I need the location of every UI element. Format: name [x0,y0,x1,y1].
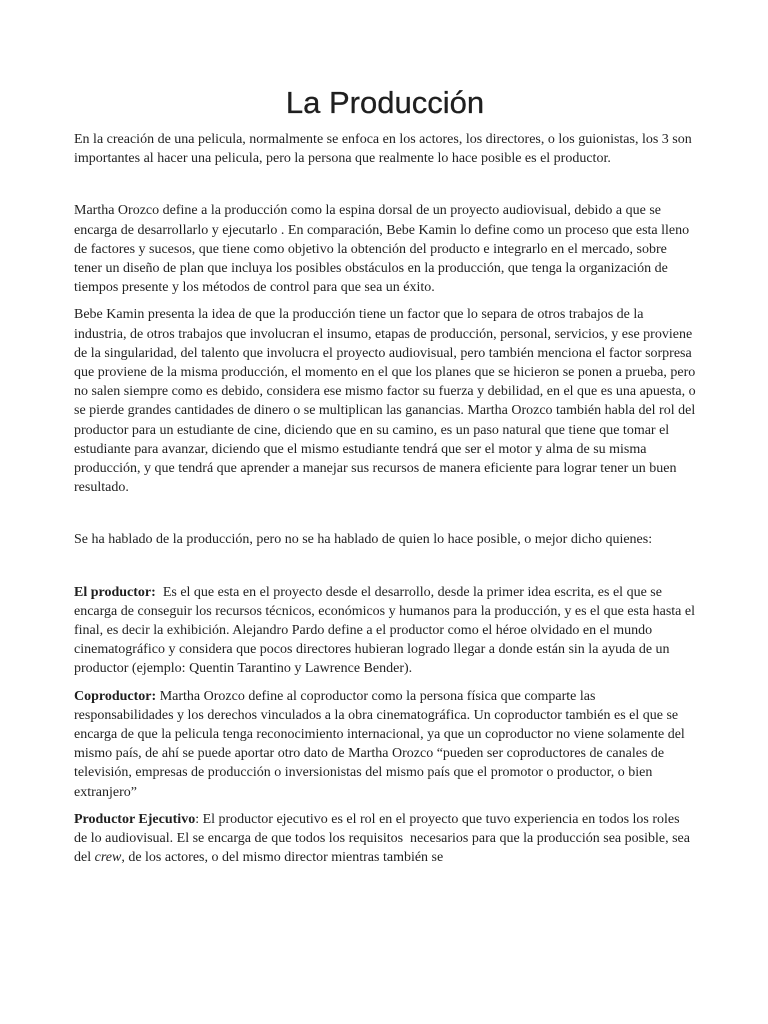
term-productor-ejecutivo: Productor Ejecutivo [74,811,196,827]
text-productor-ejecutivo-b: , de los actores, o del mismo director mientras también se [121,850,444,866]
paragraph-kamin-factor: Bebe Kamin presenta la idea de que la producción tiene un factor que lo separa de otros trabajos de la industria, de otros trabajos que involucran el insumo, etapas de producción, personal, servicios, y ese proviene de la singularidad, del talento que involucra el proyecto audiovisual, pero también menciona el factor sorpresa que proviene de la misma producción, el momento en el que los planes que se hicieron se ponen a prueba, pero no salen siempre como es debido, considera ese mismo factor su fuerza y debilidad, en el que es una apuesta, o se pierde grandes cantidades de dinero o se multiplican las ganancias. Martha Orozco también habla del rol del productor para un estudiante de cine, diciendo que en su camino, es un paso natural que tiene que tomar el estudiante para avanzar, diciendo que el mismo estudiante tendrá que ser el motor y alma de su misma producción, y que tendrá que aprender a manejar sus recursos de manera eficiente para lograr tener un buen resultado. [74,307,696,496]
paragraph-coproductor [74,687,696,802]
term-productor: El productor: [74,584,156,600]
document-page [74,84,699,868]
paragraph-orozco-kamin: Martha Orozco define a la producción como la espina dorsal de un proyecto audiovisual, debido a que se encarga de desarrollarlo y ejecutarlo . En comparación, Bebe Kamin lo define como un proceso que esta lleno de factores y sucesos, que tiene como objetivo la obtención del producto e integrarlo en el mercado, sobre tener un diseño de plan que incluya los posibles obstáculos en la producción, que tenga la organización de tiempos presente y los métodos de control para que sea un éxito. [74,203,690,296]
text-coproductor: Martha Orozco define al coproductor como la persona física que comparte las responsabilidades y los derechos vinculados a la obra cinematográfica. Un coproductor también es el que se encarga de que la pelicula tenga reconocimiento internacional, ya que un coproductor no viene solamente del mismo país, de ahí se puede aportar otro dato de Martha Orozco “pueden ser coproductores de canales de televisión, empresas de producción o inversionistas del mismo país que el promotor o productor, o bien extranjero” [74,688,685,800]
term-coproductor: Coproductor: [74,688,157,704]
paragraph-quienes: Se ha hablado de la producción, pero no se ha hablado de quien lo hace posible, o mejor dicho quienes: [74,532,653,548]
paragraph-productor [74,583,699,679]
document-title: La Producción [285,85,485,120]
italic-crew: crew [94,850,122,866]
paragraph-productor-ejecutivo [74,810,696,868]
text-productor: Es el que esta en el proyecto desde el desarrollo, desde la primer idea escrita, es el que se encarga de conseguir los recursos técnicos, económicos y humanos para la producción, y es el que esta hasta el final, es decir la exhibición. Alejandro Pardo define a el productor como el héroe olvidado en el mundo cinematográfico y considera que pocos directores hubieran logrado llegar a donde están sin la ayuda de un productor (ejemplo: Quentin Tarantino y Lawrence Bender). [74,584,699,677]
text-productor-ejecutivo-a: : El productor ejecutivo es el rol en el proyecto que tuvo experiencia en todos los roles de lo audiovisual. El se encarga de que todos los requisitos necesarios para que la producción sea posible, sea del [74,811,694,866]
paragraph-intro: En la creación de una pelicula, normalmente se enfoca en los actores, los directores, o los guionistas, los 3 son importantes al hacer una pelicula, pero la persona que realmente lo hace posible es el productor. [74,132,692,167]
